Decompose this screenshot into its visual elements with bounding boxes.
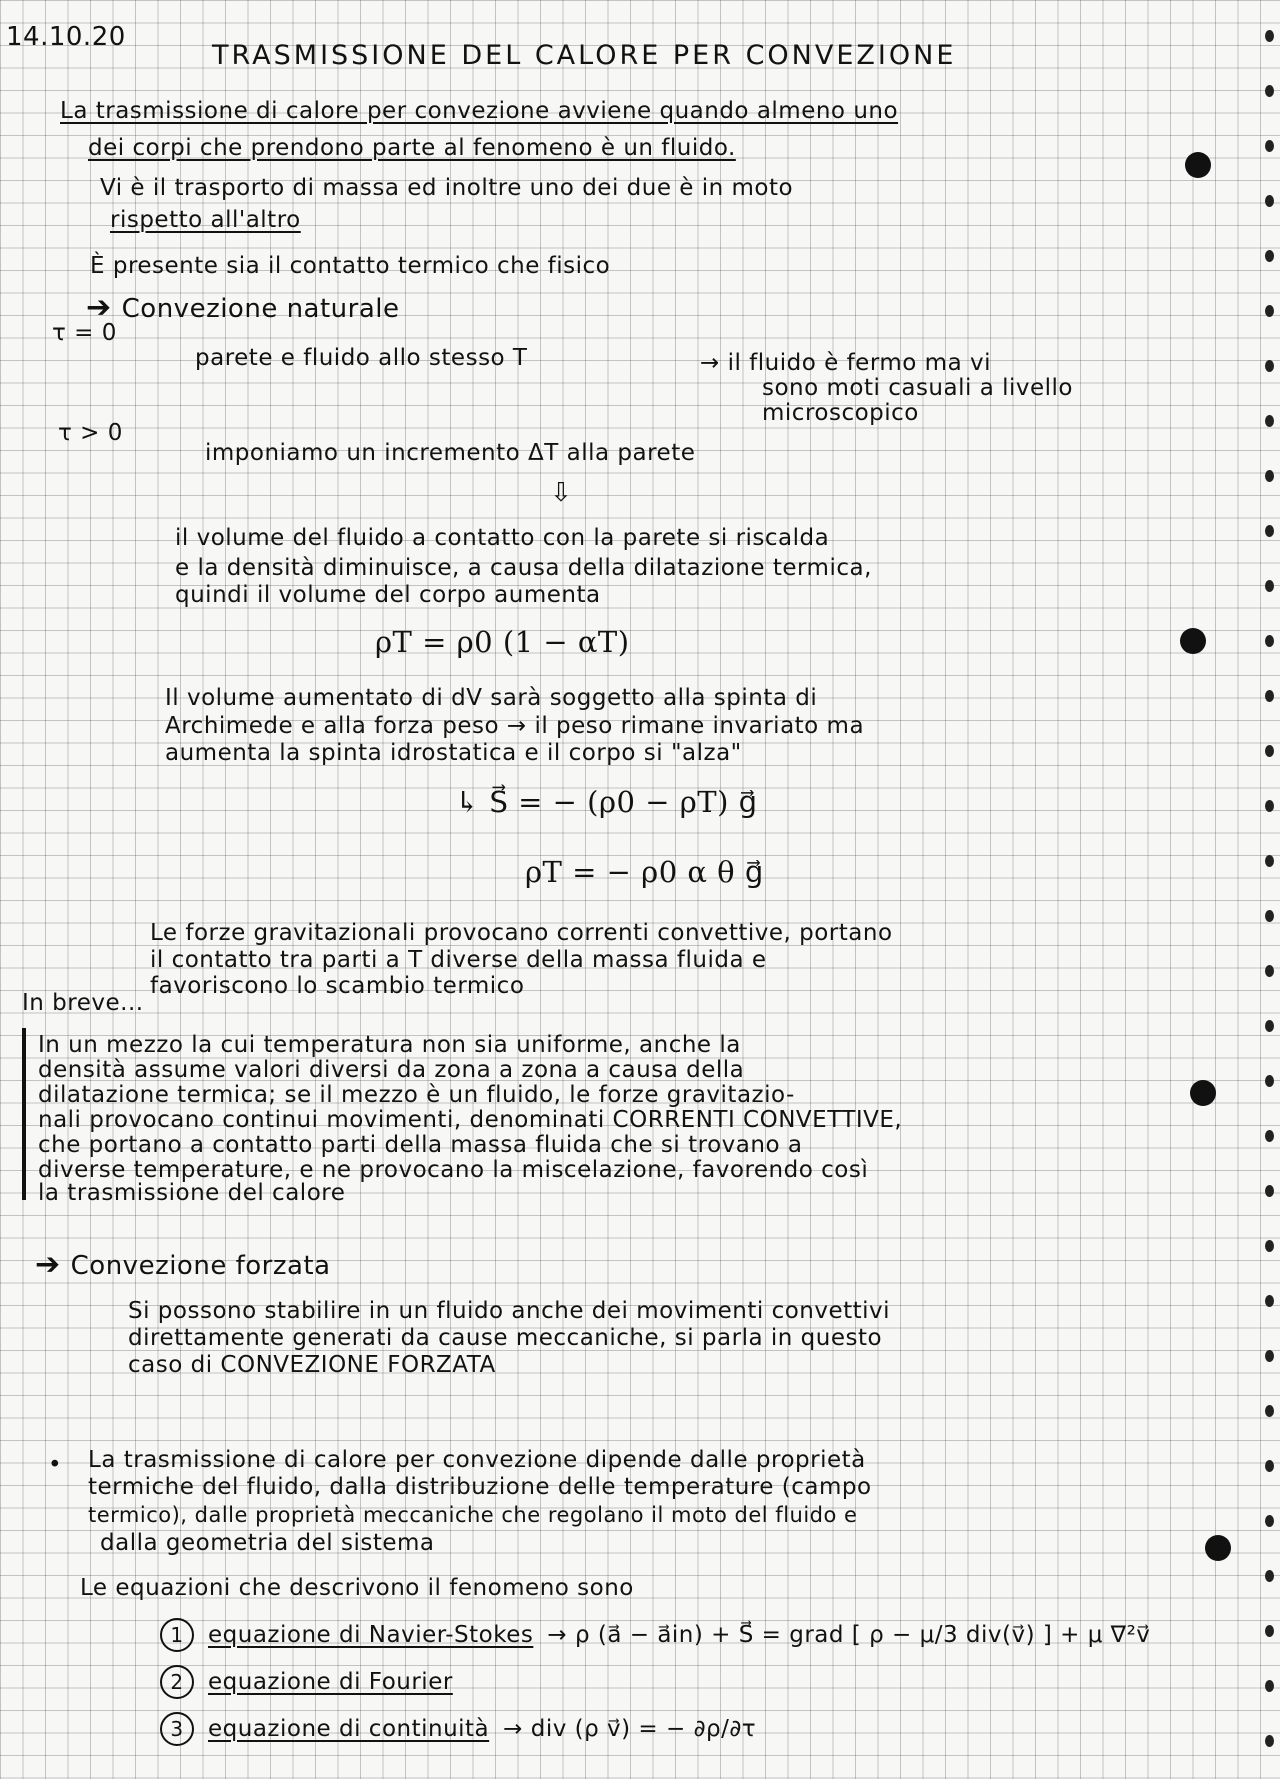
summary-line: nali provocano continui movimenti, denominati CORRENTI CONVETTIVE, (38, 1107, 903, 1133)
down-arrow-icon: ⇩ (550, 478, 573, 508)
tau-zero-text: parete e fluido allo stesso T (195, 345, 528, 371)
page-title: TRASMISSIONE DEL CALORE PER CONVEZIONE (212, 40, 957, 71)
tau-zero-result: sono moti casuali a livello (762, 375, 1073, 401)
tau-zero-result: microscopico (762, 400, 919, 426)
equation-item: 1 equazione di Navier-Stokes → ρ (a⃗ − a⃗in) + S⃗ = grad [ ρ − μ/3 div(v⃗) ] + μ ∇²v⃗ (160, 1618, 1150, 1652)
volume-line: quindi il volume del corpo aumenta (175, 582, 601, 608)
forced-line: caso di CONVEZIONE FORZATA (128, 1352, 496, 1378)
forces-line: Le forze gravitazionali provocano correnti convettive, portano (150, 920, 893, 946)
density-equation: ρT = ρ0 (1 − αT) (375, 625, 630, 659)
equation-item: 2 equazione di Fourier (160, 1665, 453, 1699)
summary-line: dilatazione termica; se il mezzo è un fluido, le forze gravitazio- (38, 1082, 795, 1108)
equation-item: 3 equazione di continuità → div (ρ v⃗) = − ∂ρ/∂τ (160, 1712, 756, 1746)
number-two-icon: 2 (160, 1665, 194, 1699)
arrow-right-icon: ➔ (86, 290, 112, 325)
summary-line: che portano a contatto parti della massa fluida che si trovano a (38, 1132, 803, 1158)
archimede-line: Archimede e alla forza peso → il peso rimane invariato ma (165, 713, 865, 739)
archimede-line: aumenta la spinta idrostatica e il corpo si "alza" (165, 740, 742, 766)
binder-hole (1185, 152, 1211, 178)
natural-convection-heading: ➔ Convezione naturale (86, 290, 400, 325)
intro-line: La trasmissione di calore per convezione avviene quando almeno uno (60, 98, 899, 124)
summary-line: densità assume valori diversi da zona a zona a causa della (38, 1057, 745, 1083)
number-three-icon: 3 (160, 1712, 194, 1746)
summary-label: In breve... (22, 990, 144, 1016)
intro-line: dei corpi che prendono parte al fenomeno è un fluido. (88, 135, 736, 161)
forces-line: il contatto tra parti a T diverse della massa fluida e (150, 947, 767, 973)
equations-intro: Le equazioni che descrivono il fenomeno sono (80, 1575, 634, 1601)
bullet-line: termico), dalle proprietà meccaniche che regolano il moto del fluido e (88, 1503, 858, 1527)
summary-line: In un mezzo la cui temperatura non sia uniforme, anche la (38, 1032, 741, 1058)
transport-line: rispetto all'altro (110, 207, 301, 233)
bullet-line: La trasmissione di calore per convezione dipende dalle proprietà (88, 1447, 866, 1473)
forced-line: direttamente generati da cause meccaniche, si parla in questo (128, 1325, 883, 1351)
transport-line: Vi è il trasporto di massa ed inoltre uno dei due è in moto (100, 175, 794, 201)
note-date: 14.10.20 (6, 22, 126, 52)
forced-line: Si possono stabilire in un fluido anche dei movimenti convettivi (128, 1298, 891, 1324)
volume-line: e la densità diminuisce, a causa della dilatazione termica, (175, 555, 872, 581)
forces-line: favoriscono lo scambio termico (150, 973, 525, 999)
contact-line: È presente sia il contatto termico che fisico (90, 253, 611, 279)
bullet-icon: • (48, 1452, 63, 1478)
binder-hole (1180, 628, 1206, 654)
forced-convection-heading: ➔ Convezione forzata (35, 1247, 331, 1282)
number-one-icon: 1 (160, 1618, 194, 1652)
arrow-right-icon: ➔ (35, 1247, 61, 1282)
tau-positive-text: imponiamo un incremento ΔT alla parete (205, 440, 696, 466)
margin-binding-holes (1262, 0, 1274, 1779)
bullet-line: dalla geometria del sistema (100, 1530, 435, 1556)
volume-line: il volume del fluido a contatto con la parete si riscalda (175, 525, 830, 551)
summary-line: diverse temperature, e ne provocano la miscelazione, favorendo così (38, 1157, 869, 1183)
summary-line: la trasmissione del calore (38, 1180, 346, 1206)
bullet-line: termiche del fluido, dalla distribuzione delle temperature (campo (88, 1474, 872, 1500)
tau-zero-label: τ = 0 (52, 320, 117, 346)
buoyancy-equation: ↳ S⃗ = − (ρ0 − ρT) g⃗ (455, 785, 758, 819)
tau-zero-result: → il fluido è fermo ma vi (700, 350, 991, 376)
buoyancy-equation-2: ρT = − ρ0 α θ g⃗ (525, 855, 764, 889)
tau-positive-label: τ > 0 (58, 420, 123, 446)
archimede-line: Il volume aumentato di dV sarà soggetto alla spinta di (165, 685, 818, 711)
binder-hole (1205, 1535, 1231, 1561)
